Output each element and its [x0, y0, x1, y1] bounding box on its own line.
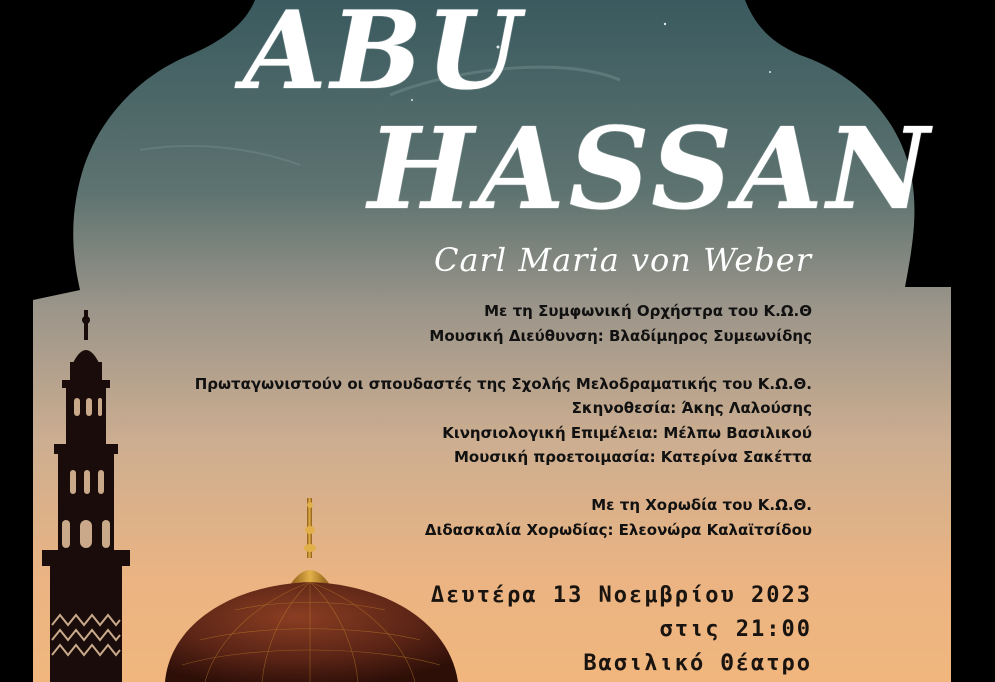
- event-venue: Βασιλικό Θέατρο: [583, 651, 812, 676]
- poster-title-line-2: HASSAN: [368, 104, 934, 235]
- credit-stage-direction: Σκηνοθεσία: Άκης Λαλούσης: [571, 399, 812, 417]
- poster-title-line-1: ABU: [243, 0, 525, 114]
- credit-music-direction: Μουσική Διεύθυνση: Βλαδίμηρος Συμεωνίδης: [429, 327, 812, 345]
- credit-music-prep: Μουσική προετοιμασία: Κατερίνα Σακέττα: [453, 448, 812, 466]
- event-date: Δευτέρα 13 Νοεμβρίου 2023: [430, 583, 812, 608]
- credit-choir-teaching: Διδασκαλία Χορωδίας: Ελεονώρα Καλαϊτσίδου: [424, 521, 812, 539]
- credit-movement: Κινησιολογική Επιμέλεια: Μέλπω Βασιλικού: [442, 424, 812, 442]
- credit-orchestra: Με τη Συμφωνική Ορχήστρα του Κ.Ω.Θ: [484, 302, 812, 320]
- event-time: στις 21:00: [659, 617, 812, 642]
- credit-leads: Πρωταγωνιστούν οι σπουδαστές της Σχολής Μελοδραματικής του Κ.Ω.Θ.: [194, 375, 812, 393]
- credit-choir: Με τη Χορωδία του Κ.Ω.Θ.: [591, 496, 812, 514]
- composer-name: Carl Maria von Weber: [434, 241, 812, 279]
